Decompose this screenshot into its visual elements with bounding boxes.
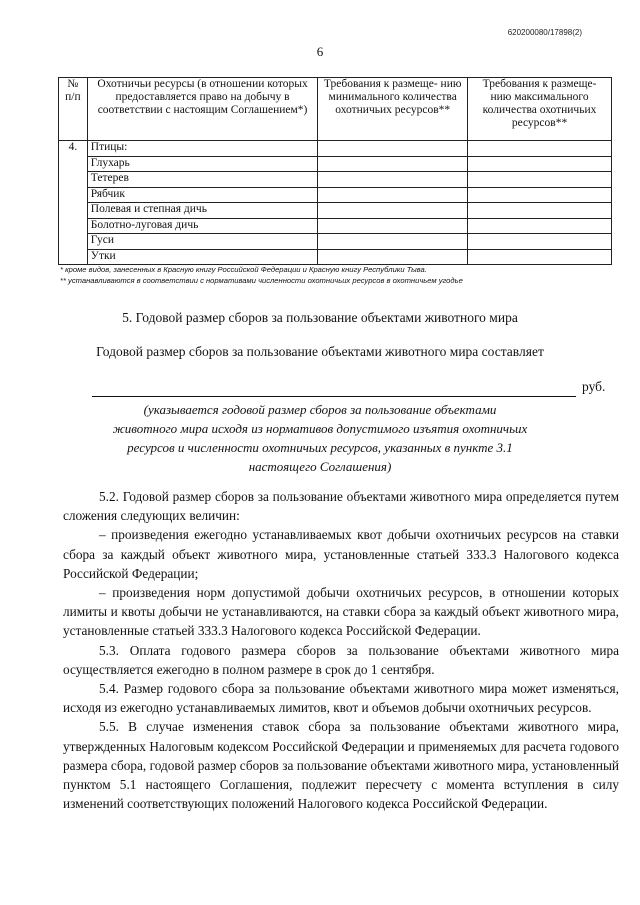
amount-note: (указывается годовой размер сборов за пользование объектами животного мира исходя из нормативов допустимого изъятия охотничьих ресурсов и численности охотничьих ресурсов, указанных в пункте 3.1 настоящего Соглашения) bbox=[112, 402, 528, 474]
document-code: 620200080/17898(2) bbox=[507, 28, 582, 37]
currency-label: руб. bbox=[582, 379, 606, 394]
table-row bbox=[59, 249, 612, 265]
paragraph: 5.3. Оплата годового размера сборов за пользование объектами животного мира осуществляется ежегодно в полном размере в срок до 1 сентября. bbox=[63, 642, 619, 677]
section-body bbox=[63, 487, 619, 813]
resource-name: Гуси bbox=[87, 234, 318, 250]
table-row bbox=[59, 234, 612, 250]
resource-name: Утки bbox=[87, 249, 318, 265]
resource-name: Рябчик bbox=[87, 187, 318, 203]
table-row bbox=[59, 141, 612, 157]
table-row bbox=[59, 172, 612, 188]
amount-intro: Годовой размер сборов за пользование объектами животного мира составляет bbox=[96, 344, 544, 359]
table-row bbox=[59, 218, 612, 234]
table-row bbox=[59, 187, 612, 203]
resource-name: Глухарь bbox=[87, 156, 318, 172]
page-number: 6 bbox=[316, 44, 324, 59]
paragraph: 5.2. Годовой размер сборов за пользование объектами животного мира определяется путем сложения следующих величин: bbox=[63, 489, 619, 524]
table-footnotes bbox=[60, 264, 620, 286]
resource-name: Тетерев bbox=[87, 172, 318, 188]
table-header-row bbox=[59, 78, 612, 141]
paragraph: 5.5. В случае изменения ставок сбора за пользование объектами животного мира, утвержденных Налоговым кодексом Российской Федерации и применяемых для расчета годового размера сбора, годовой размер сборов за пользование объектами животного мира, установленный пунктом 5.1 настоящего Соглашения, подлежит пересчету с момента вступления в силу изменений соответствующих положений Налогового кодекса Российской Федерации. bbox=[63, 719, 619, 812]
group-number: 4. bbox=[59, 141, 88, 265]
header-min-requirements: Требования к размеще- нию минимального количества охотничьих ресурсов** bbox=[318, 78, 468, 141]
paragraph: – произведения ежегодно устанавливаемых квот добычи охотничьих ресурсов на ставки сбора за каждый объект животного мира, установленные статьей 333.3 Налогового кодекса Российской Федерации; bbox=[63, 527, 619, 581]
paragraph: – произведения норм допустимой добычи охотничьих ресурсов, в отношении которых лимиты и квоты добычи не устанавливаются, на ставки сбора за каждый объект животного мира, установленные статьей 333.3 Налогового кодекса Российской Федерации. bbox=[63, 585, 619, 639]
footnote: ** устанавливаются в соответствии с нормативами численности охотничьих ресурсов в охотничьем угодье bbox=[60, 276, 463, 285]
header-resources: Охотничьи ресурсы (в отношении которых предоставляется право на добычу в соответствии с настоящим Соглашением*) bbox=[87, 78, 318, 141]
hunting-resources-table bbox=[58, 77, 612, 265]
resource-name: Полевая и степная дичь bbox=[87, 203, 318, 219]
table-row bbox=[59, 203, 612, 219]
footnote: * кроме видов, занесенных в Красную книгу Российской Федерации и Красную книгу Республики Тыва. bbox=[60, 265, 427, 274]
amount-blank-line bbox=[92, 396, 576, 397]
header-number: № п/п bbox=[59, 78, 88, 141]
section-title: 5. Годовой размер сборов за пользование объектами животного мира bbox=[122, 310, 518, 325]
resource-name: Болотно-луговая дичь bbox=[87, 218, 318, 234]
header-max-requirements: Требования к размеще- нию максимального количества охотничьих ресурсов** bbox=[468, 78, 612, 141]
table-row bbox=[59, 156, 612, 172]
group-label: Птицы: bbox=[87, 141, 318, 157]
paragraph: 5.4. Размер годового сбора за пользование объектами животного мира может изменяться, исходя из ежегодно устанавливаемых лимитов, квот и объемов добычи охотничьих ресурсов. bbox=[63, 681, 619, 716]
